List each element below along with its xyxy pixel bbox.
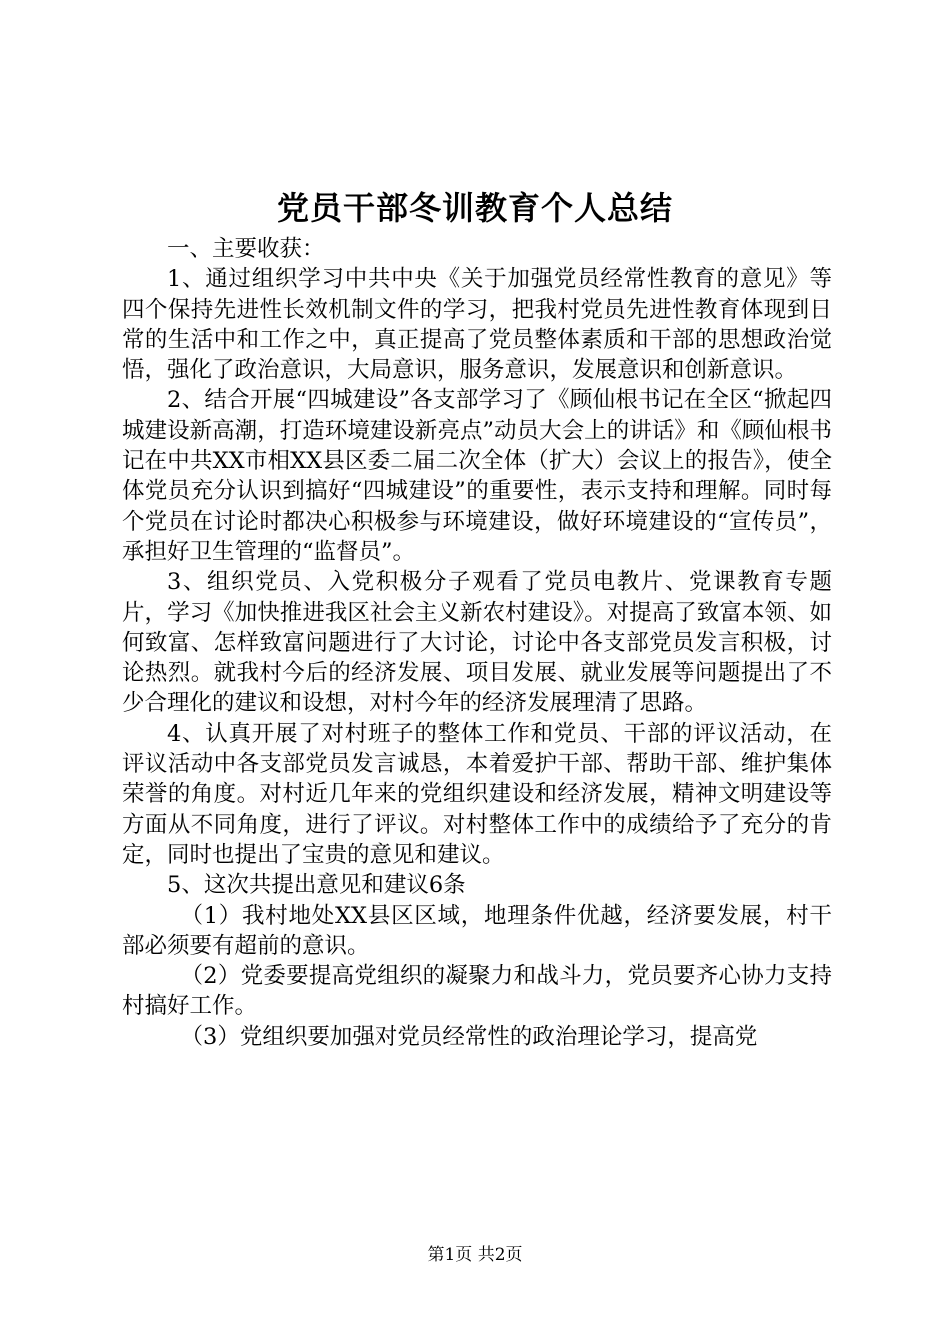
paragraph-2: 2、结合开展“四城建设”各支部学习了《顾仙根书记在全区“掀起四城建设新高潮，打造环境建设新亮点”动员大会上的讲话》和《顾仙根书记在中共XX市相XX县区委二届二次全体（扩大）会议上的报告》，使全体党员充分认识到搞好“四城建设”的重要性，表示支持和理解。同时每个党员在讨论时都决心积极参与环境建设，做好环境建设的“宣传员”，承担好卫生管理的“监督员”。 [122,387,832,565]
suggestion-2: （2）党委要提高党组织的凝聚力和战斗力，党员要齐心协力支持村搞好工作。 [122,963,832,1020]
document-body [122,234,832,1052]
paragraph-1: 1、通过组织学习中共中央《关于加强党员经常性教育的意见》等四个保持先进性长效机制文件的学习，把我村党员先进性教育体现到日常的生活中和工作之中，真正提高了党员整体素质和干部的思想政治觉悟，强化了政治意识，大局意识，服务意识，发展意识和创新意识。 [122,266,832,384]
paragraph-5: 5、这次共提出意见和建议6条 [167,872,466,899]
suggestion-3: （3）党组织要加强对党员经常性的政治理论学习，提高党 [180,1023,758,1050]
suggestion-1: （1）我村地处XX县区区域，地理条件优越，经济要发展，村干部必须要有超前的意识。 [122,902,832,959]
document-title: 党员干部冬训教育个人总结 [276,189,673,227]
paragraph-3: 3、组织党员、入党积极分子观看了党员电教片、党课教育专题片，学习《加快推进我区社会主义新农村建设》。对提高了致富本领、如何致富、怎样致富问题进行了大讨论，讨论中各支部党员发言积极，讨论热烈。就我村今后的经济发展、项目发展、就业发展等问题提出了不少合理化的建议和设想，对村今年的经济发展理清了思路。 [122,569,832,717]
page-footer: 第1页 共2页 [427,1245,523,1265]
paragraph-4: 4、认真开展了对村班子的整体工作和党员、干部的评议活动，在评议活动中各支部党员发言诚恳，本着爱护干部、帮助干部、维护集体荣誉的角度。对村近几年来的党组织建设和经济发展，精神文明建设等方面从不同角度，进行了评议。对村整体工作中的成绩给予了充分的肯定，同时也提出了宝贵的意见和建议。 [122,720,832,868]
section-heading: 一、主要收获： [167,236,325,262]
